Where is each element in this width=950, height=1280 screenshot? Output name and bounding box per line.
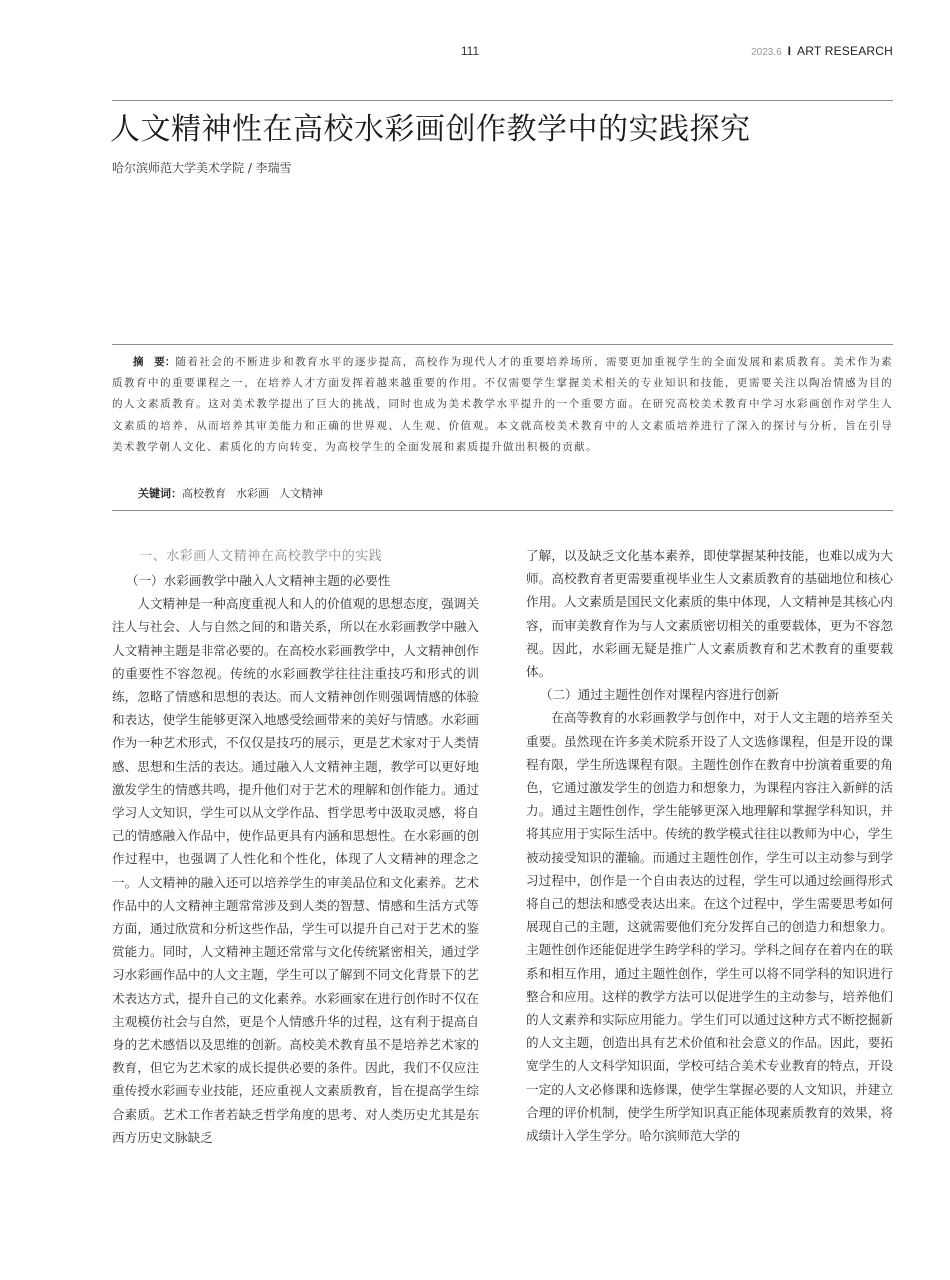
- header-rule: [112, 100, 893, 101]
- article-title: 人文精神性在高校水彩画创作教学中的实践探究: [110, 112, 751, 147]
- keywords: [138, 485, 333, 501]
- abstract-text: 随着社会的不断进步和教育水平的逐步提高，高校作为现代人才的重要培养场所，需要更加重视学生的全面发展和素质教育。美术作为素质教育中的重要课程之一，在培养人才方面发挥着越来越重要的作用。不仅需要学生掌握美术相关的专业知识和技能，更需要关注以陶冶情感为目的的人文素质教育。这对美术教学提出了巨大的挑战，同时也成为美术教学水平提升的一个重要方面。在研究高校美术教育中学习水彩画创作对学生人文素质的培养，从而培养其审美能力和正确的世界观、人生观、价值观。本文就高校美术教育中的人文素质培养进行了深入的探讨与分析，旨在引导美术教学朝人文化、素质化的方向转变，为高校学生的全面发展和素质提升做出积极的贡献。: [112, 356, 894, 453]
- right-column: [526, 544, 893, 1147]
- page-number: 111: [460, 44, 480, 58]
- header-separator: I: [787, 44, 792, 58]
- subsection-heading: （一）水彩画教学中融入人文精神主题的必要性: [125, 573, 391, 588]
- keyword: 人文精神: [279, 487, 323, 500]
- abstract: [112, 352, 893, 458]
- journal-name: ART RESEARCH: [797, 44, 893, 58]
- body-paragraph: 人文精神是一种高度重视人和人的价值观的思想态度，强调关注人与社会、人与自然之间的和谐关系，所以在水彩画教学中融入人文精神主题是非常必要的。在高校水彩画教学中，人文精神创作的重要性不容忽视。传统的水彩画教学往往注重技巧和形式的训练，忽略了情感和思想的表达。而人文精神创作则强调情感的体验和表达，使学生能够更深入地感受绘画带来的美好与情感。水彩画作为一种艺术形式，不仅仅是技巧的展示，更是艺术家对于人类情感、思想和生活的表达。通过融入人文精神主题，教学可以更好地激发学生的情感共鸣，提升他们对于艺术的理解和创作能力。通过学习人文知识，学生可以从文学作品、哲学思考中汲取灵感，将自己的情感融入作品中，使作品更具有内涵和思想性。在水彩画的创作过程中，也强调了人性化和个性化，体现了人文精神的理念之一。人文精神的融入还可以培养学生的审美品位和文化素养。艺术作品中的人文精神主题常常涉及到人类的智慧、情感和生活方式等方面，通过欣赏和分析这些作品，学生可以提升自己对于艺术的鉴赏能力。同时，人文精神主题还常常与文化传统紧密相关，通过学习水彩画作品中的人文主题，学生可以了解到不同文化背景下的艺术表达方式，提升自己的文化素养。水彩画家在进行创作时不仅在主观模仿社会与自然，更是个人情感升华的过程，这有利于提高自身的艺术感悟以及思维的创新。高校美术教育虽不是培养艺术家的教育，但它为艺术家的成长提供必要的条件。因此，我们不仅应注重传授水彩画专业技能，还应重视人文素质教育，旨在提高学生综合素质。艺术工作者若缺乏哲学角度的思考、对人类历史尤其是东西方历史文脉缺乏: [112, 596, 479, 1145]
- author-affiliation: 哈尔滨师范大学美术学院 / 李瑞雪: [112, 161, 292, 175]
- body-paragraph-continued: 了解，以及缺乏文化基本素养，即使掌握某种技能，也难以成为大师。高校教育者更需要重视毕业生人文素质教育的基础地位和核心作用。人文素质是国民文化素质的集中体现，人文精神是其核心内容，而审美教育作为与人文素质密切相关的重要载体，更为不容忽视。因此，水彩画无疑是推广人文素质教育和艺术教育的重要载体。: [526, 548, 893, 680]
- abstract-label: 摘 要：: [133, 356, 176, 368]
- section-heading: 一、水彩画人文精神在高校教学中的实践: [139, 549, 383, 564]
- subsection-heading: （二）通过主题性创作对课程内容进行创新: [539, 687, 780, 703]
- keyword: 高校教育: [182, 487, 226, 500]
- journal-header: [751, 44, 893, 58]
- keyword: 水彩画: [236, 487, 269, 500]
- left-column: [112, 544, 479, 1149]
- abstract-top-rule: [112, 344, 893, 345]
- abstract-bottom-rule: [112, 510, 893, 511]
- issue-label: 2023.6: [751, 47, 782, 58]
- body-paragraph: 在高等教育的水彩画教学与创作中，对于人文主题的培养至关重要。虽然现在许多美术院系开设了人文选修课程，但是开设的课程有限，学生所选课程有限。主题性创作在教育中扮演着重要的角色，它通过激发学生的创造力和想象力，为课程内容注入新鲜的活力。通过主题性创作，学生能够更深入地理解和掌握学科知识，并将其应用于实际生活中。传统的教学模式往往以教师为中心，学生被动接受知识的灌输。而通过主题性创作，学生可以主动参与到学习过程中，创作是一个自由表达的过程，学生可以通过绘画得形式将自己的想法和感受表达出来。在这个过程中，学生需要思考如何展现自己的主题，这就需要他们充分发挥自己的创造力和想象力。主题性创作还能促进学生跨学科的学习。学科之间存在着内在的联系和相互作用，通过主题性创作，学生可以将不同学科的知识进行整合和应用。这样的教学方法可以促进学生的主动参与，培养他们的人文素养和实际应用能力。学生们可以通过这种方式不断挖掘新的人文主题，创造出具有艺术价值和社会意义的作品。因此，要拓宽学生的人文科学知识面，学校可结合美术专业教育的特点，开设一定的人文必修课和选修课，使学生掌握必要的人文知识，并建立合理的评价机制，使学生所学知识真正能体现素质教育的效果，将成绩计入学生学分。哈尔滨师范大学的: [526, 710, 893, 1144]
- keywords-label: 关键词：: [138, 487, 182, 500]
